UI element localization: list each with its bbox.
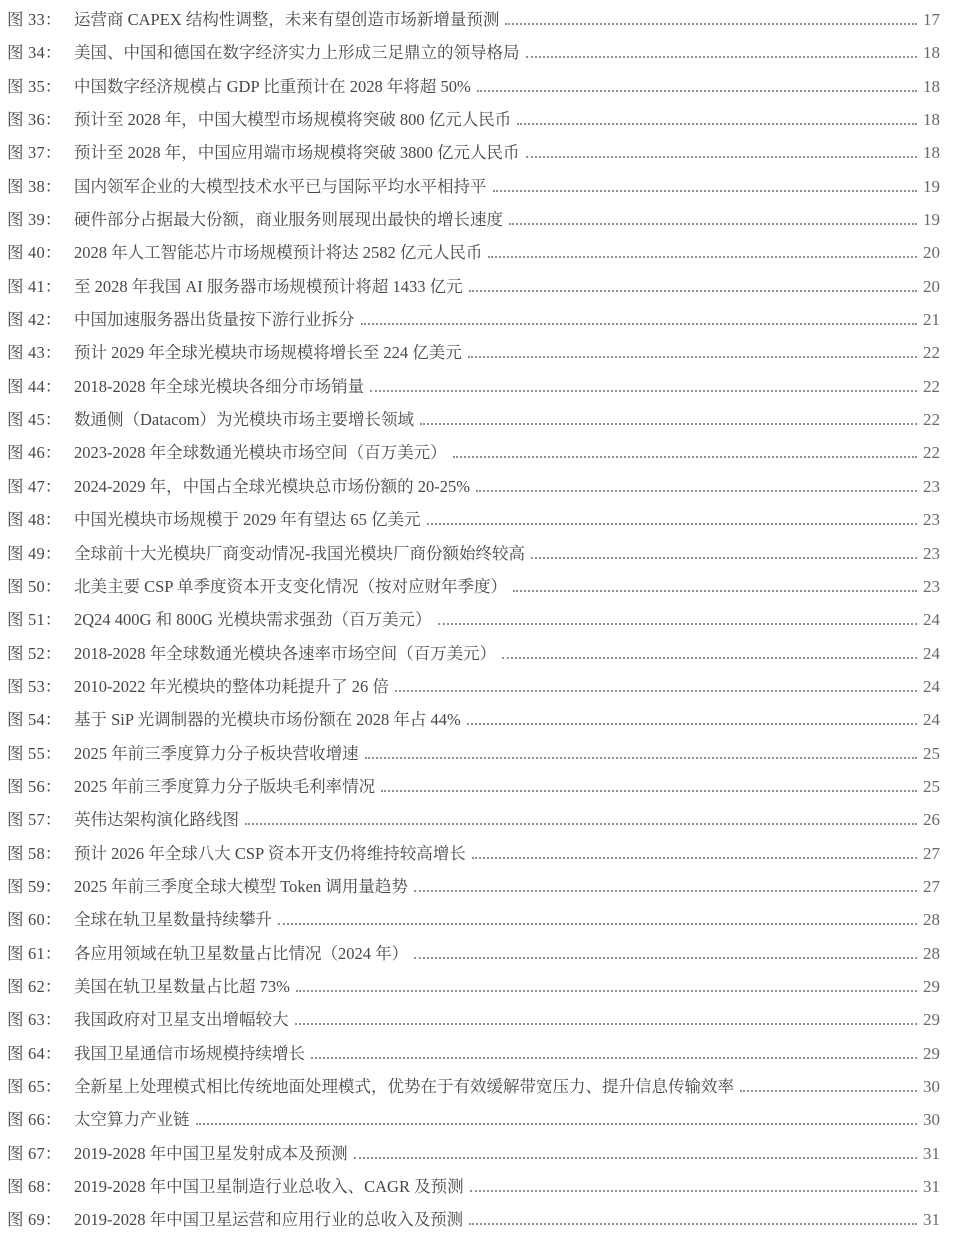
- dot-leader: [469, 1223, 917, 1225]
- toc-entry[interactable]: [7, 1106, 940, 1139]
- figure-title: 基于 SiP 光调制器的光模块市场份额在 2028 年占 44%: [74, 710, 461, 730]
- toc-entry[interactable]: [7, 1006, 940, 1039]
- figure-label: 图 52：: [7, 643, 62, 663]
- figure-label: 图 41：: [7, 276, 62, 296]
- figure-label: 图 46：: [7, 443, 62, 463]
- dot-leader: [361, 323, 918, 325]
- page-number: 29: [923, 1043, 940, 1063]
- figure-title: 预计至 2028 年，中国大模型市场规模将突破 800 亿元人民币: [74, 110, 512, 130]
- figure-title: 2025 年前三季度算力分子板块营收增速: [74, 743, 359, 763]
- page-number: 24: [923, 643, 940, 663]
- dot-leader: [438, 623, 918, 625]
- dot-leader: [526, 56, 918, 58]
- figure-title: 预计 2029 年全球光模块市场规模将增长至 224 亿美元: [74, 343, 462, 363]
- figure-label: 图 60：: [7, 910, 62, 930]
- figure-title: 全球在轨卫星数量持续攀升: [74, 910, 272, 930]
- figure-title: 2010-2022 年光模块的整体功耗提升了 26 倍: [74, 676, 389, 696]
- figure-title: 我国卫星通信市场规模持续增长: [74, 1043, 305, 1063]
- toc-entry[interactable]: [7, 173, 940, 206]
- figure-label: 图 57：: [7, 810, 62, 830]
- dot-leader: [365, 757, 917, 759]
- figure-title: 2018-2028 年全球数通光模块各速率市场空间（百万美元）: [74, 643, 497, 663]
- toc-entry[interactable]: [7, 406, 940, 439]
- dot-leader: [493, 190, 918, 192]
- page-number: 29: [923, 1010, 940, 1030]
- figure-label: 图 55：: [7, 743, 62, 763]
- figure-title: 我国政府对卫星支出增幅较大: [74, 1010, 289, 1030]
- figure-title: 中国加速服务器出货量按下游行业拆分: [74, 310, 355, 330]
- page-number: 24: [923, 610, 940, 630]
- figure-title: 2025 年前三季度全球大模型 Token 调用量趋势: [74, 876, 408, 896]
- page-number: 20: [923, 276, 940, 296]
- figure-title: 2019-2028 年中国卫星发射成本及预测: [74, 1143, 348, 1163]
- figure-title: 2Q24 400G 和 800G 光模块需求强劲（百万美元）: [74, 610, 432, 630]
- figure-title: 2024-2029 年，中国占全球光模块总市场份额的 20-25%: [74, 476, 470, 496]
- dot-leader: [453, 456, 917, 458]
- toc-entry[interactable]: [7, 706, 940, 739]
- figure-label: 图 51：: [7, 610, 62, 630]
- page-number: 23: [923, 543, 940, 563]
- toc-entry[interactable]: [7, 573, 940, 606]
- figure-label: 图 59：: [7, 876, 62, 896]
- figure-label: 图 63：: [7, 1010, 62, 1030]
- dot-leader: [311, 1057, 917, 1059]
- dot-leader: [531, 557, 917, 559]
- figure-title: 各应用领域在轨卫星数量占比情况（2024 年）: [74, 943, 409, 963]
- toc-entry[interactable]: [7, 1206, 940, 1239]
- page-number: 23: [923, 576, 940, 596]
- figure-label: 图 64：: [7, 1043, 62, 1063]
- page-number: 29: [923, 976, 940, 996]
- figure-label: 图 44：: [7, 376, 62, 396]
- toc-entry[interactable]: [7, 73, 940, 106]
- page-number: 20: [923, 243, 940, 263]
- page-number: 24: [923, 676, 940, 696]
- figure-title: 中国光模块市场规模于 2029 年有望达 65 亿美元: [74, 510, 421, 530]
- dot-leader: [526, 156, 918, 158]
- figure-label: 图 50：: [7, 576, 62, 596]
- figure-label: 图 69：: [7, 1210, 62, 1230]
- toc-entry[interactable]: [7, 439, 940, 472]
- toc-entry[interactable]: [7, 473, 940, 506]
- figure-label: 图 54：: [7, 710, 62, 730]
- page-number: 25: [923, 743, 940, 763]
- figure-title: 2018-2028 年全球光模块各细分市场销量: [74, 376, 365, 396]
- figure-label: 图 39：: [7, 210, 62, 230]
- dot-leader: [295, 1023, 918, 1025]
- toc-entry[interactable]: [7, 1073, 940, 1106]
- figure-label: 图 47：: [7, 476, 62, 496]
- page-number: 17: [923, 10, 940, 29]
- page-number: 22: [923, 443, 940, 463]
- dot-leader: [468, 356, 917, 358]
- toc-entry[interactable]: [7, 940, 940, 973]
- dot-leader: [196, 1123, 918, 1125]
- figure-title: 硬件部分占据最大份额，商业服务则展现出最快的增长速度: [74, 210, 503, 230]
- dot-leader: [469, 290, 917, 292]
- dot-leader: [488, 256, 917, 258]
- dot-leader: [502, 657, 917, 659]
- toc-entry[interactable]: [7, 773, 940, 806]
- page-number: 22: [923, 410, 940, 430]
- dot-leader: [427, 523, 918, 525]
- toc-entry[interactable]: [7, 239, 940, 272]
- page-number: 30: [923, 1077, 940, 1096]
- figure-label: 图 42：: [7, 310, 62, 330]
- figure-label: 图 53：: [7, 676, 62, 696]
- page-number: 18: [923, 110, 940, 130]
- toc-entry[interactable]: [7, 873, 940, 906]
- toc-entry[interactable]: [7, 606, 940, 639]
- toc-entry[interactable]: [7, 806, 940, 839]
- figure-label: 图 35：: [7, 76, 62, 96]
- figure-label: 图 38：: [7, 176, 62, 196]
- page-number: 27: [923, 843, 940, 863]
- figure-title: 2019-2028 年中国卫星运营和应用行业的总收入及预测: [74, 1210, 464, 1230]
- page-number: 31: [923, 1177, 940, 1197]
- figure-title: 美国在轨卫星数量占比超 73%: [74, 976, 290, 996]
- dot-leader: [477, 90, 917, 92]
- figure-label: 图 62：: [7, 976, 62, 996]
- toc-entry[interactable]: [7, 339, 940, 372]
- figure-label: 图 67：: [7, 1143, 62, 1163]
- toc-entry[interactable]: [7, 973, 940, 1006]
- page-number: 28: [923, 910, 940, 930]
- figure-title: 2023-2028 年全球数通光模块市场空间（百万美元）: [74, 443, 447, 463]
- toc-entry[interactable]: [7, 39, 940, 72]
- figure-label: 图 36：: [7, 110, 62, 130]
- dot-leader: [381, 790, 917, 792]
- figure-label: 图 68：: [7, 1177, 62, 1197]
- dot-leader: [395, 690, 917, 692]
- figure-label: 图 45：: [7, 410, 62, 430]
- page-number: 31: [923, 1210, 940, 1230]
- toc-entry[interactable]: [7, 1173, 940, 1206]
- page-number: 18: [923, 43, 940, 63]
- figure-label: 图 65：: [7, 1077, 62, 1096]
- toc-entry[interactable]: [7, 106, 940, 139]
- page-number: 22: [923, 343, 940, 363]
- dot-leader: [245, 823, 917, 825]
- toc-entry[interactable]: [7, 540, 940, 573]
- toc-entry[interactable]: [7, 139, 940, 172]
- figure-title: 北美主要 CSP 单季度资本开支变化情况（按对应财年季度）: [74, 576, 507, 596]
- dot-leader: [370, 390, 917, 392]
- figure-title: 预计至 2028 年，中国应用端市场规模将突破 3800 亿元人民币: [74, 143, 520, 163]
- page-number: 31: [923, 1143, 940, 1163]
- page-number: 24: [923, 710, 940, 730]
- toc-entry[interactable]: [7, 206, 940, 239]
- dot-leader: [740, 1090, 917, 1092]
- page-number: 22: [923, 376, 940, 396]
- figure-label: 图 56：: [7, 776, 62, 796]
- dot-leader: [420, 423, 917, 425]
- figure-title: 运营商 CAPEX 结构性调整，未来有望创造市场新增量预测: [74, 10, 500, 29]
- toc-entry[interactable]: [7, 906, 940, 939]
- figure-label: 图 33：: [7, 10, 62, 29]
- page-number: 23: [923, 476, 940, 496]
- dot-leader: [517, 123, 917, 125]
- toc-entry[interactable]: [7, 273, 940, 306]
- figure-title: 美国、中国和德国在数字经济实力上形成三足鼎立的领导格局: [74, 43, 520, 63]
- figure-title: 全球前十大光模块厂商变动情况-我国光模块厂商份额始终较高: [74, 543, 525, 563]
- figure-title: 2019-2028 年中国卫星制造行业总收入、CAGR 及预测: [74, 1177, 464, 1197]
- toc-entry[interactable]: [7, 6, 940, 39]
- figure-title: 至 2028 年我国 AI 服务器市场规模预计将超 1433 亿元: [74, 276, 463, 296]
- page-number: 19: [923, 176, 940, 196]
- dot-leader: [472, 857, 917, 859]
- dot-leader: [476, 490, 917, 492]
- dot-leader: [513, 590, 917, 592]
- figure-title: 全新星上处理模式相比传统地面处理模式，优势在于有效缓解带宽压力、提升信息传输效率: [74, 1077, 734, 1096]
- figure-title: 数通侧（Datacom）为光模块市场主要增长领域: [74, 410, 415, 430]
- figure-label: 图 58：: [7, 843, 62, 863]
- dot-leader: [354, 1157, 917, 1159]
- figure-title: 英伟达架构演化路线图: [74, 810, 239, 830]
- page-number: 30: [923, 1110, 940, 1130]
- page-number: 25: [923, 776, 940, 796]
- figure-label: 图 37：: [7, 143, 62, 163]
- dot-leader: [414, 957, 917, 959]
- toc-entry[interactable]: [7, 840, 940, 873]
- dot-leader: [278, 923, 917, 925]
- dot-leader: [296, 990, 917, 992]
- toc-entry[interactable]: [7, 506, 940, 539]
- figure-label: 图 43：: [7, 343, 62, 363]
- page-number: 18: [923, 76, 940, 96]
- toc-entry[interactable]: [7, 306, 940, 339]
- figure-label: 图 66：: [7, 1110, 62, 1130]
- figure-title: 2028 年人工智能芯片市场规模预计将达 2582 亿元人民币: [74, 243, 483, 263]
- dot-leader: [505, 23, 917, 25]
- figure-title: 中国数字经济规模占 GDP 比重预计在 2028 年将超 50%: [74, 76, 471, 96]
- toc-entry[interactable]: [7, 1140, 940, 1173]
- figure-title: 2025 年前三季度算力分子版块毛利率情况: [74, 776, 376, 796]
- toc-entry[interactable]: [7, 373, 940, 406]
- page-number: 18: [923, 143, 940, 163]
- page-number: 23: [923, 510, 940, 530]
- toc-entry[interactable]: [7, 640, 940, 673]
- figure-label: 图 34：: [7, 43, 62, 63]
- figure-label: 图 61：: [7, 943, 62, 963]
- dot-leader: [470, 1190, 917, 1192]
- page-number: 21: [923, 310, 940, 330]
- page-number: 26: [923, 810, 940, 830]
- figure-title: 太空算力产业链: [74, 1110, 190, 1130]
- dot-leader: [509, 223, 917, 225]
- figure-label: 图 49：: [7, 543, 62, 563]
- dot-leader: [414, 890, 917, 892]
- toc-entry[interactable]: [7, 673, 940, 706]
- figure-label: 图 48：: [7, 510, 62, 530]
- figure-title: 预计 2026 年全球八大 CSP 资本开支仍将维持较高增长: [74, 843, 466, 863]
- figure-label: 图 40：: [7, 243, 62, 263]
- page-number: 28: [923, 943, 940, 963]
- toc-entry[interactable]: [7, 1040, 940, 1073]
- toc-entry[interactable]: [7, 740, 940, 773]
- page-number: 19: [923, 210, 940, 230]
- page-number: 27: [923, 876, 940, 896]
- dot-leader: [467, 723, 917, 725]
- figure-title: 国内领军企业的大模型技术水平已与国际平均水平相持平: [74, 176, 487, 196]
